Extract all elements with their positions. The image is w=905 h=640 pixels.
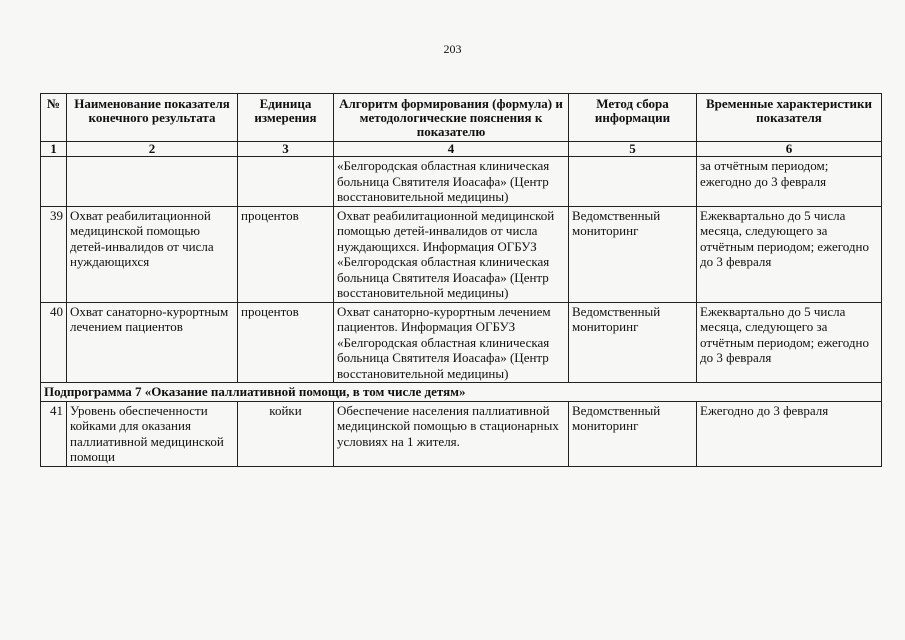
algorithm-cell: Обеспечение населения паллиативной медицинской помощью в стационарных условиях на 1 жителя.: [334, 401, 569, 466]
header-timing: Временные характеристики показателя: [697, 94, 882, 142]
subprogram-row: [41, 383, 882, 402]
header-method: Метод сбора информации: [569, 94, 697, 142]
method-cell: Ведомственный мониторинг: [569, 206, 697, 302]
algorithm-cell: Охват санаторно-курортным лечением пациентов. Информация ОГБУЗ «Белгородская областная клиническая больница Святителя Иоасафа» (Центр восстановительной медицины): [334, 302, 569, 383]
indicator-name-cell: Охват реабилитационной медицинской помощью детей-инвалидов от числа нуждающихся: [67, 206, 238, 302]
header-algorithm: Алгоритм формирования (формула) и методологические пояснения к показателю: [334, 94, 569, 142]
page-number: 203: [443, 42, 462, 56]
column-number-row: [41, 142, 882, 157]
header-number: №: [41, 94, 67, 142]
subprogram-title: Подпрограмма 7 «Оказание паллиативной помощи, в том числе детям»: [41, 383, 882, 402]
column-number: 3: [238, 142, 334, 157]
table-row: [41, 401, 882, 466]
header-unit: Единица измерения: [238, 94, 334, 142]
column-number: 4: [334, 142, 569, 157]
algorithm-cell: «Белгородская областная клиническая больница Святителя Иоасафа» (Центр восстановительной медицины): [334, 157, 569, 207]
timing-cell: Ежеквартально до 5 числа месяца, следующего за отчётным периодом; ежегодно до 3 февраля: [697, 302, 882, 383]
timing-cell: за отчётным периодом; ежегодно до 3 февраля: [697, 157, 882, 207]
column-number: 1: [41, 142, 67, 157]
method-cell: Ведомственный мониторинг: [569, 302, 697, 383]
header-indicator-name: Наименование показателя конечного результата: [67, 94, 238, 142]
algorithm-cell: Охват реабилитационной медицинской помощью детей-инвалидов от числа нуждающихся. Информация ОГБУЗ «Белгородская областная клиническая больница Святителя Иоасафа» (Центр восстановительной медицины): [334, 206, 569, 302]
row-number: 39: [41, 206, 67, 302]
table-row-continuation: [41, 157, 882, 207]
unit-cell: койки: [238, 401, 334, 466]
column-number: 2: [67, 142, 238, 157]
indicator-name-cell: Уровень обеспеченности койками для оказания паллиативной медицинской помощи: [67, 401, 238, 466]
row-number: 40: [41, 302, 67, 383]
unit-cell: процентов: [238, 206, 334, 302]
column-number: 5: [569, 142, 697, 157]
timing-cell: Ежеквартально до 5 числа месяца, следующего за отчётным периодом; ежегодно до 3 февраля: [697, 206, 882, 302]
table-row: [41, 302, 882, 383]
column-number: 6: [697, 142, 882, 157]
unit-cell: процентов: [238, 302, 334, 383]
indicator-name-cell: Охват санаторно-курортным лечением пациентов: [67, 302, 238, 383]
timing-cell: Ежегодно до 3 февраля: [697, 401, 882, 466]
method-cell: Ведомственный мониторинг: [569, 401, 697, 466]
row-number: 41: [41, 401, 67, 466]
table-row: [41, 206, 882, 302]
header-row: [41, 94, 882, 142]
indicators-table: [40, 93, 882, 467]
